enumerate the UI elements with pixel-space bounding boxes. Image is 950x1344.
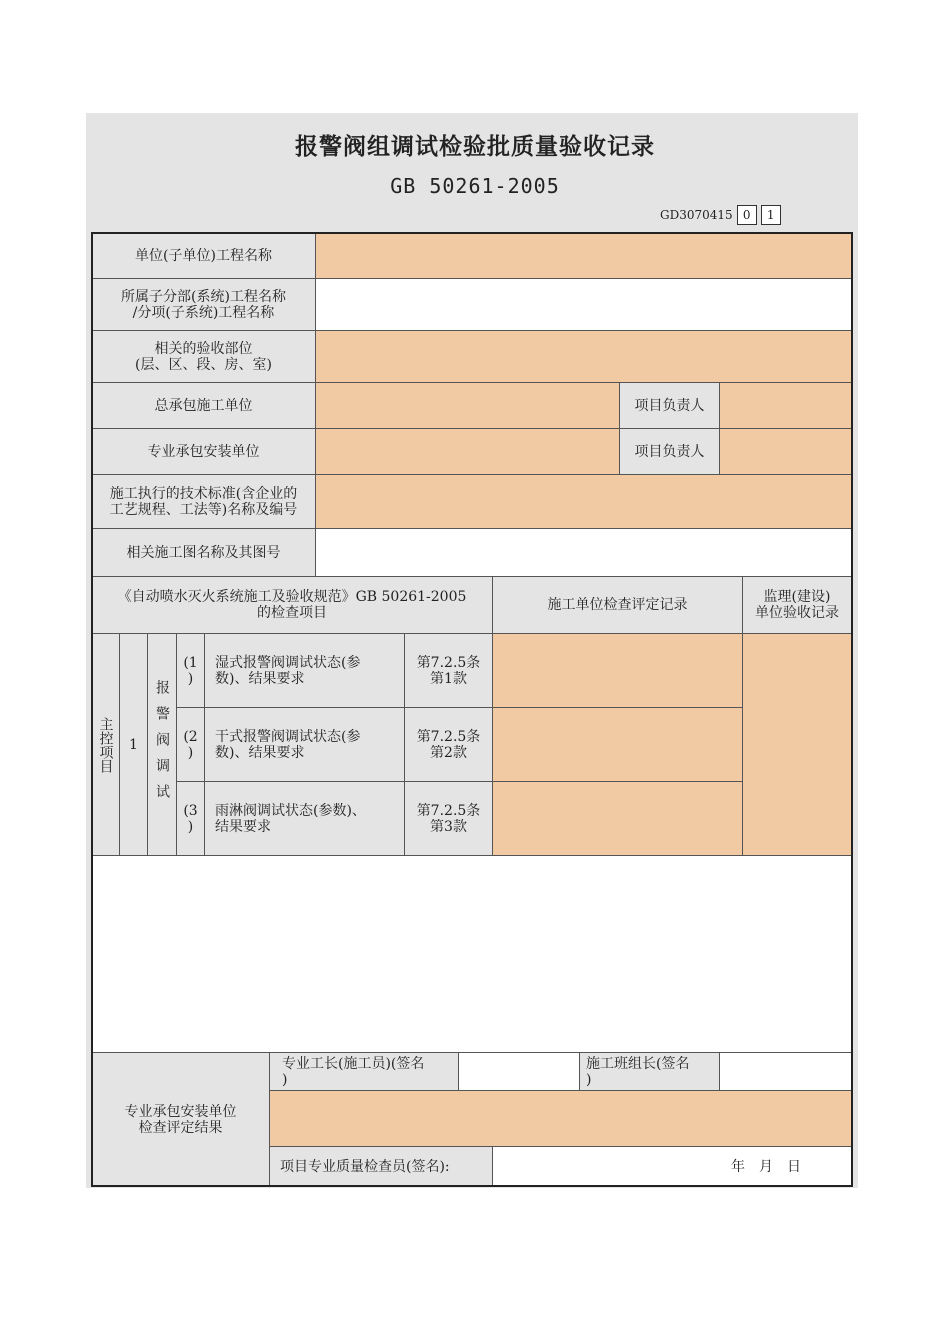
- row-1-record-input[interactable]: [493, 634, 743, 708]
- group-alarm-valve-test: 报警阀调试: [148, 634, 177, 856]
- form-code: GD3070415: [660, 208, 733, 222]
- input-sub-division[interactable]: [316, 279, 852, 331]
- input-drawings[interactable]: [316, 529, 852, 577]
- label-sub-division: 所属子分部(系统)工程名称 /分项(子系统)工程名称: [92, 279, 316, 331]
- input-tech-standard[interactable]: [316, 475, 852, 529]
- supervision-record-input[interactable]: [743, 634, 852, 856]
- input-inspector-date[interactable]: [493, 1147, 852, 1187]
- input-result[interactable]: [270, 1091, 852, 1147]
- label-general-manager: 项目负责人: [620, 383, 720, 429]
- header-inspection-items: 《自动喷水灭火系统施工及验收规范》GB 50261-2005 的检查项目: [92, 577, 493, 634]
- label-result: 专业承包安装单位 检查评定结果: [92, 1053, 270, 1187]
- row-2-description: 干式报警阀调试状态(参 数)、结果要求: [205, 708, 405, 782]
- row-2-record-input[interactable]: [493, 708, 743, 782]
- input-foreman-signature[interactable]: [459, 1053, 580, 1091]
- category-main-control: 主控项目: [92, 634, 120, 856]
- label-specialty-contractor: 专业承包安装单位: [92, 429, 316, 475]
- form-title: 报警阀组调试检验批质量验收记录: [295, 134, 655, 160]
- row-1-number: (1 ): [177, 634, 205, 708]
- label-team-leader: 施工班组长(签名 ): [580, 1053, 720, 1091]
- form-code-box-2[interactable]: 1: [761, 205, 781, 225]
- date-label: 年 月 日: [731, 1158, 801, 1175]
- form-code-box-1[interactable]: 0: [737, 205, 757, 225]
- input-acceptance-part[interactable]: [316, 331, 852, 383]
- input-general-manager[interactable]: [720, 383, 852, 429]
- label-tech-standard: 施工执行的技术标准(含企业的 工艺规程、工法等)名称及编号: [92, 475, 316, 529]
- label-specialty-manager: 项目负责人: [620, 429, 720, 475]
- label-acceptance-part: 相关的验收部位 (层、区、段、房、室): [92, 331, 316, 383]
- row-3-clause: 第7.2.5条 第3款: [405, 782, 493, 856]
- row-3-description: 雨淋阀调试状态(参数)、 结果要求: [205, 782, 405, 856]
- form-code-row: [660, 204, 781, 226]
- input-unit-project[interactable]: [316, 233, 852, 279]
- row-3-number: (3 ): [177, 782, 205, 856]
- label-unit-project: 单位(子单位)工程名称: [92, 233, 316, 279]
- input-team-leader-signature[interactable]: [720, 1053, 852, 1091]
- label-general-contractor: 总承包施工单位: [92, 383, 316, 429]
- label-inspector: 项目专业质量检查员(签名):: [270, 1147, 493, 1187]
- standard-code: GB 50261-2005: [390, 174, 560, 198]
- input-specialty-manager[interactable]: [720, 429, 852, 475]
- item-index: 1: [120, 634, 148, 856]
- row-2-clause: 第7.2.5条 第2款: [405, 708, 493, 782]
- row-1-description: 湿式报警阀调试状态(参 数)、结果要求: [205, 634, 405, 708]
- row-2-number: (2 ): [177, 708, 205, 782]
- input-general-contractor[interactable]: [316, 383, 620, 429]
- row-3-record-input[interactable]: [493, 782, 743, 856]
- header-supervision-record: 监理(建设) 单位验收记录: [743, 577, 852, 634]
- label-drawings: 相关施工图名称及其图号: [92, 529, 316, 577]
- label-foreman: 专业工长(施工员)(签名 ): [270, 1053, 459, 1091]
- row-1-clause: 第7.2.5条 第1款: [405, 634, 493, 708]
- blank-area: [92, 856, 852, 1053]
- header-construction-record: 施工单位检查评定记录: [493, 577, 743, 634]
- input-specialty-contractor[interactable]: [316, 429, 620, 475]
